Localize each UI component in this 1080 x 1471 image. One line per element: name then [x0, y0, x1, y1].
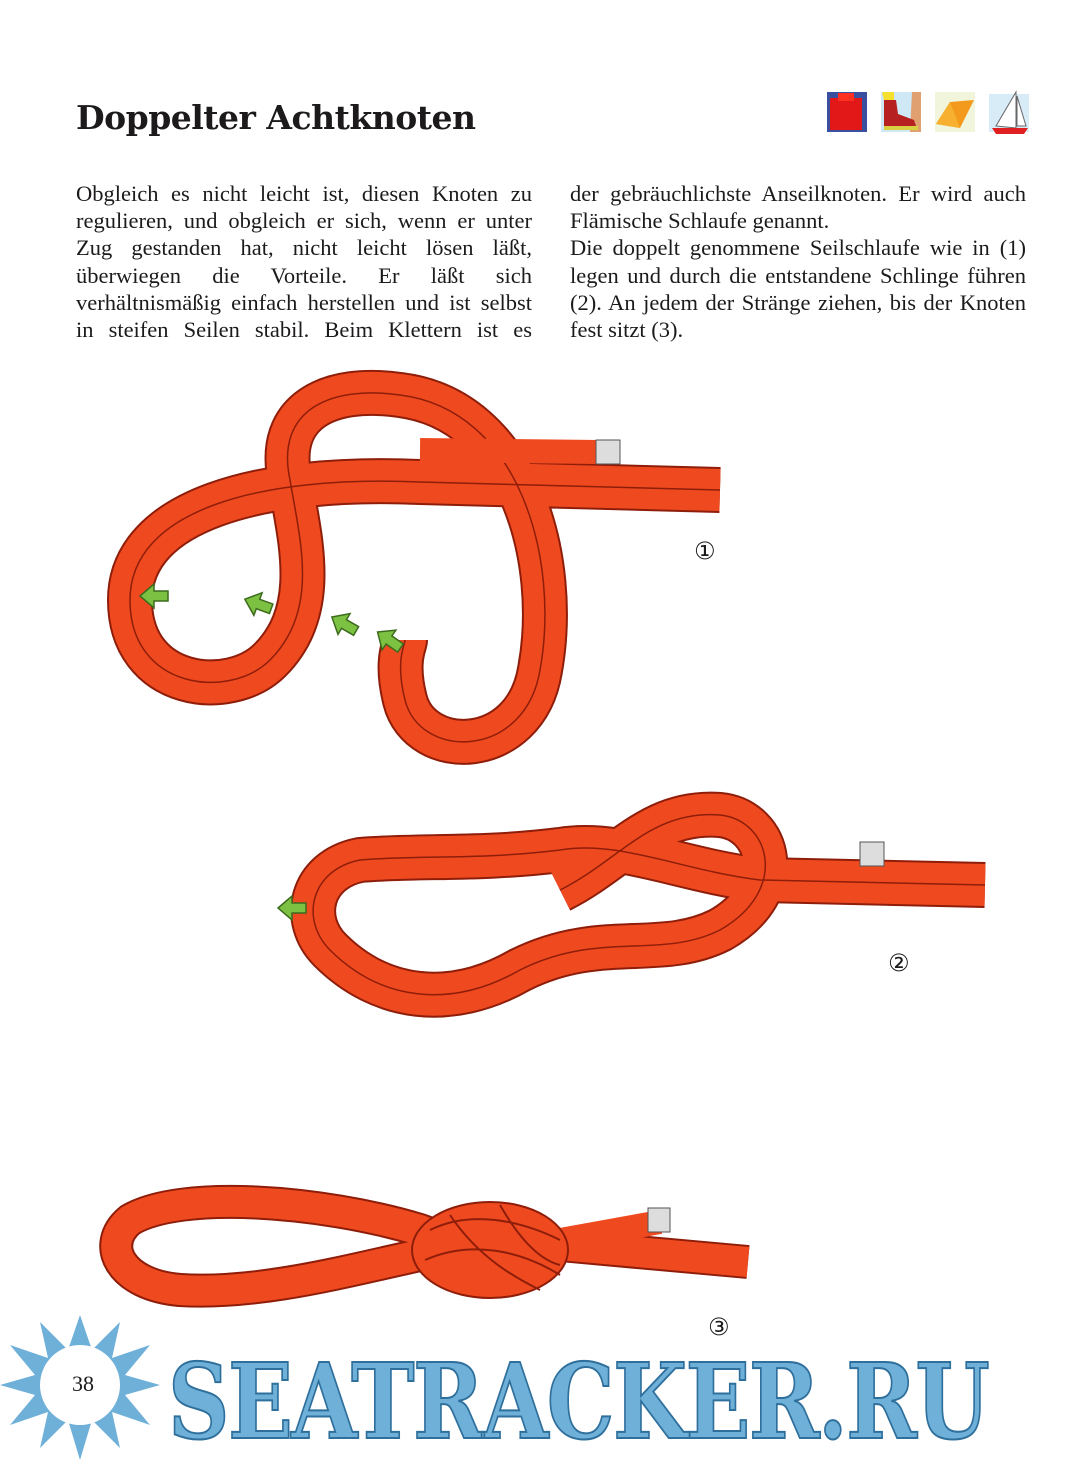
- text-column-left: Obgleich es nicht leicht ist, diesen Knoten zu regulieren, und obgleich er sich, wenn er unter Zug gestanden hat, nicht leicht lösen läßt, überwiegen die Vorteile. Er läßt sich verhältnismäßig einfach herstellen und ist selbst in steifen Seilen stabil. Beim Klettern ist es: [76, 181, 532, 343]
- step-label-1: ①: [694, 537, 716, 565]
- rope-diagram-1: [130, 393, 720, 742]
- paragraph: der gebräuchlichste Anseilknoten. Er wird auch Flämische Schlaufe genannt.: [570, 181, 1026, 234]
- step-label-3: ③: [708, 1313, 730, 1341]
- rope-diagram-3: [116, 1202, 748, 1298]
- arrow-icon: [241, 588, 276, 620]
- page-number: 38: [72, 1371, 94, 1396]
- rope-diagram-2: [313, 815, 985, 995]
- paragraph: Die doppelt genommene Seilschlaufe wie in (1) legen und durch die entstandene Schlinge führen (2). An jedem der Stränge ziehen, bis der Knoten fest sitzt (3).: [570, 235, 1026, 343]
- watermark: SEATRACKER.RU: [168, 1340, 989, 1463]
- page-title: Doppelter Achtknoten: [76, 98, 476, 137]
- arrow-icon: [326, 607, 362, 642]
- step-label-2: ②: [888, 949, 910, 977]
